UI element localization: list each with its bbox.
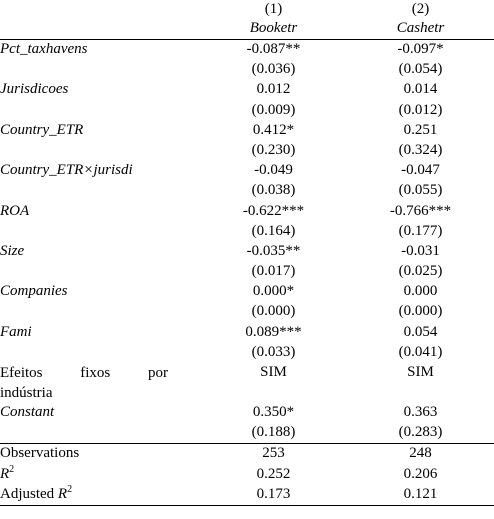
variable-label: Size bbox=[0, 242, 25, 259]
se-cell: (0.324) bbox=[398, 141, 443, 158]
se-cell: (0.009) bbox=[251, 101, 296, 118]
coef-row bbox=[0, 202, 494, 222]
squared-superscript: 2 bbox=[67, 483, 73, 495]
variable-label: Pct_taxhavens bbox=[0, 41, 88, 57]
se-row bbox=[0, 302, 494, 322]
se-cell: (0.000) bbox=[398, 303, 443, 320]
coef-cell: 0.363 bbox=[403, 404, 438, 420]
coef-row bbox=[0, 40, 494, 61]
coef-cell: 0.000* bbox=[252, 283, 295, 300]
coef-cell: 0.412* bbox=[252, 121, 295, 138]
se-cell: (0.000) bbox=[251, 303, 296, 320]
stats-value: 0.206 bbox=[403, 465, 438, 482]
coef-row bbox=[0, 161, 494, 181]
stats-value: 0.252 bbox=[256, 465, 291, 482]
r-symbol: R bbox=[0, 465, 10, 482]
se-cell: (0.054) bbox=[398, 61, 443, 78]
empty-cell bbox=[0, 423, 200, 444]
fixed-effects-word: Efeitos bbox=[0, 365, 43, 381]
coef-cell: -0.047 bbox=[401, 162, 440, 179]
fixed-effects-value: SIM bbox=[407, 364, 434, 380]
se-cell: (0.177) bbox=[398, 222, 443, 239]
fixed-effects-word: indústria bbox=[0, 385, 53, 401]
fixed-effects-label bbox=[0, 363, 200, 403]
fixed-effects-word: fixos bbox=[80, 365, 111, 381]
stats-row-r2 bbox=[0, 465, 494, 485]
coef-cell: 0.054 bbox=[403, 323, 438, 340]
column-name-2: Cashetr bbox=[347, 19, 494, 40]
empty-cell bbox=[0, 60, 200, 80]
header-empty-cell bbox=[0, 0, 200, 19]
se-row bbox=[0, 141, 494, 161]
variable-label: Country_ETR×jurisdi bbox=[0, 162, 133, 179]
coef-cell: 0.251 bbox=[403, 121, 438, 138]
se-row bbox=[0, 262, 494, 282]
variable-label: ROA bbox=[0, 202, 30, 219]
stats-label: Observations bbox=[0, 444, 200, 465]
coef-cell: -0.097* bbox=[397, 41, 444, 57]
stats-label bbox=[0, 485, 200, 506]
stats-label bbox=[0, 465, 200, 485]
se-row bbox=[0, 181, 494, 201]
se-row bbox=[0, 343, 494, 363]
se-cell: (0.012) bbox=[398, 101, 443, 118]
stats-value: 248 bbox=[347, 444, 494, 465]
column-name-1: Booketr bbox=[200, 19, 347, 40]
empty-cell bbox=[0, 222, 200, 242]
se-cell: (0.164) bbox=[251, 222, 296, 239]
coef-cell: 0.000 bbox=[403, 283, 438, 300]
coef-row bbox=[0, 403, 494, 423]
se-cell: (0.283) bbox=[398, 424, 443, 441]
coef-cell: -0.766*** bbox=[389, 202, 452, 219]
empty-cell bbox=[0, 101, 200, 121]
coef-row bbox=[0, 121, 494, 141]
stats-value: 0.173 bbox=[200, 485, 347, 506]
stats-row-adjusted-r2 bbox=[0, 485, 494, 506]
coef-cell: 0.014 bbox=[403, 81, 438, 98]
coef-cell: -0.031 bbox=[401, 242, 440, 259]
coef-row bbox=[0, 242, 494, 262]
se-cell: (0.230) bbox=[251, 141, 296, 158]
variable-label: Country_ETR bbox=[0, 121, 84, 138]
fixed-effects-word: por bbox=[148, 365, 168, 381]
empty-cell bbox=[0, 141, 200, 161]
se-cell: (0.188) bbox=[251, 424, 296, 441]
se-row bbox=[0, 101, 494, 121]
squared-superscript: 2 bbox=[9, 463, 15, 475]
se-cell: (0.025) bbox=[398, 263, 443, 280]
coef-cell: -0.622*** bbox=[242, 202, 305, 219]
empty-cell bbox=[0, 302, 200, 322]
constant-label: Constant bbox=[0, 404, 55, 420]
variable-label: Fami bbox=[0, 323, 32, 340]
r-symbol: R bbox=[57, 485, 68, 502]
coef-cell: -0.087** bbox=[246, 41, 301, 57]
empty-cell bbox=[0, 262, 200, 282]
fixed-effects-row bbox=[0, 363, 494, 403]
se-row bbox=[0, 423, 494, 444]
se-cell: (0.038) bbox=[251, 182, 296, 199]
coef-cell: -0.035** bbox=[246, 242, 301, 259]
se-row bbox=[0, 222, 494, 242]
variable-label: Companies bbox=[0, 283, 68, 300]
variable-label: Jurisdicoes bbox=[0, 81, 69, 98]
fixed-effects-value: SIM bbox=[260, 364, 287, 380]
se-cell: (0.055) bbox=[398, 182, 443, 199]
coef-cell: 0.089*** bbox=[245, 323, 302, 340]
se-cell: (0.041) bbox=[398, 343, 443, 360]
column-number-2: (2) bbox=[411, 1, 430, 17]
adjusted-text: Adjusted bbox=[0, 485, 58, 502]
header-empty-cell bbox=[0, 19, 200, 40]
column-number-row bbox=[0, 0, 494, 19]
coef-cell: 0.350* bbox=[252, 404, 295, 420]
coef-cell: -0.049 bbox=[254, 162, 293, 179]
column-number-1: (1) bbox=[264, 1, 283, 17]
coef-row bbox=[0, 323, 494, 343]
coef-row bbox=[0, 80, 494, 100]
stats-value: 253 bbox=[200, 444, 347, 465]
se-cell: (0.036) bbox=[251, 61, 296, 78]
stats-value: 0.121 bbox=[347, 485, 494, 506]
empty-cell bbox=[0, 181, 200, 201]
empty-cell bbox=[0, 343, 200, 363]
stats-row-observations bbox=[0, 444, 494, 465]
se-cell: (0.033) bbox=[251, 343, 296, 360]
coef-row bbox=[0, 282, 494, 302]
se-row bbox=[0, 60, 494, 80]
se-cell: (0.017) bbox=[251, 263, 296, 280]
column-name-row bbox=[0, 19, 494, 40]
coef-cell: 0.012 bbox=[256, 81, 291, 98]
